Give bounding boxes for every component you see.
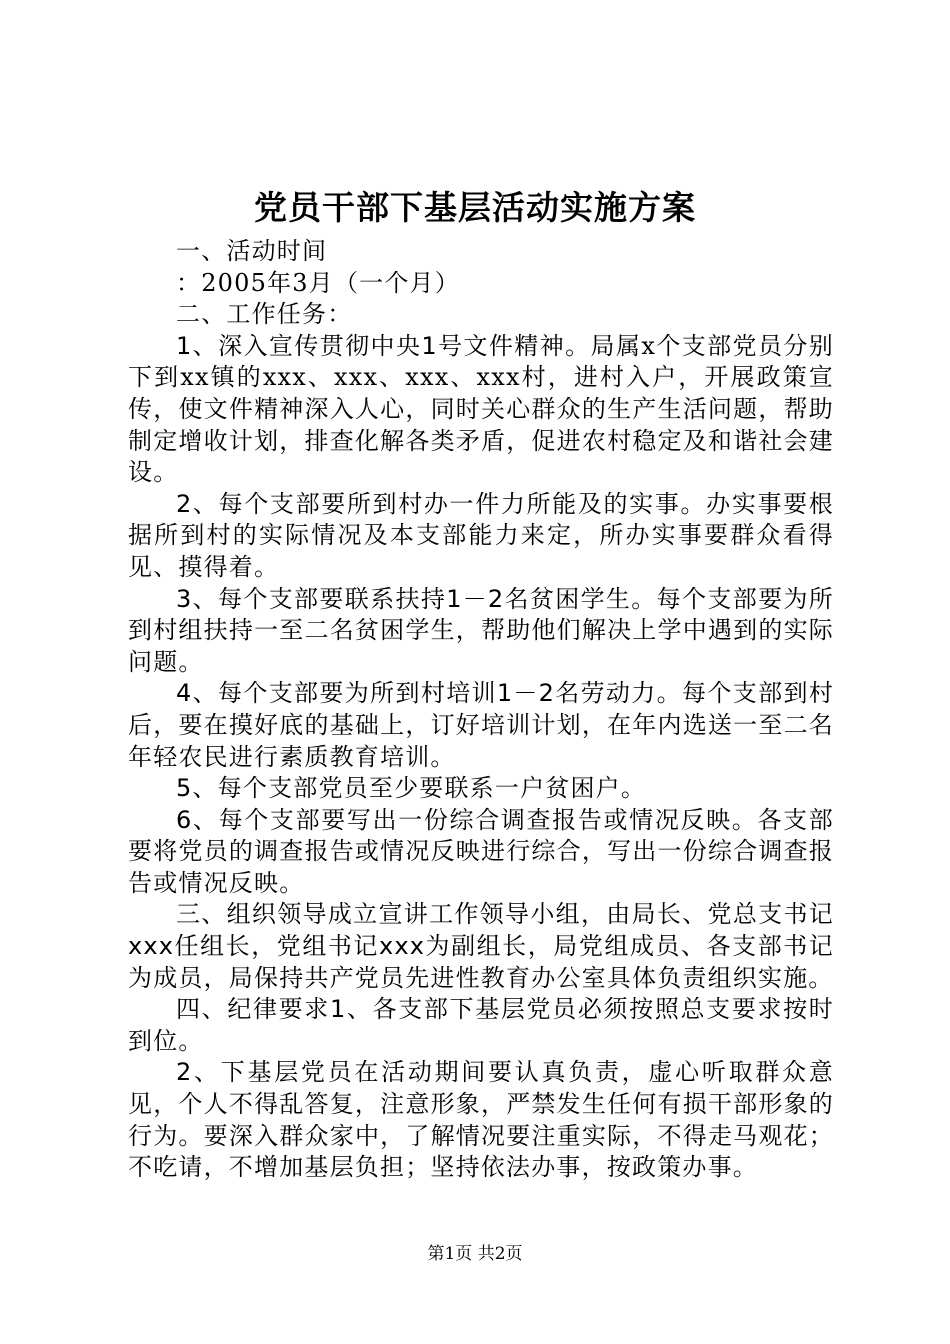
- task-paragraph-5: 5、每个支部党员至少要联系一户贫困户。: [176, 774, 647, 803]
- discipline-paragraph-2: [128, 1057, 834, 1183]
- task-4-body: 每个支部到村后，要在摸好底的基础上，订好培训计划，在年内选送一至二名年轻农民进行素质教育培训。: [128, 679, 835, 771]
- section-discipline: 四、纪律要求1、各支部下基层党员必须按照总支要求按时到位。: [128, 995, 834, 1055]
- document-title: 党员干部下基层活动实施方案: [254, 188, 696, 227]
- task-3-lead: 3、每个支部要联系扶持1－2名贫困学生。: [176, 584, 657, 613]
- task-paragraph-2: [128, 489, 834, 584]
- section-heading-time: 一、活动时间: [176, 237, 328, 265]
- page-number-footer: 第1页 共2页: [427, 1244, 523, 1264]
- task-paragraph-1: [128, 331, 834, 489]
- task-1-lead: 1、深入宣传贯彻中央1号文件精神。: [176, 331, 591, 360]
- section-organization: 三、组织领导成立宣讲工作领导小组，由局长、党总支书记xxx任组长，党组书记xxx为副组长，局党组成员、各支部书记为成员，局保持共产党员先进性教育办公室具体负责组织实施。: [128, 900, 834, 992]
- task-2-body: 办实事要根据所到村的实际情况及本支部能力来定，所办实事要群众看得见、摸得着。: [128, 489, 835, 581]
- task-paragraph-6: [128, 805, 834, 900]
- task-paragraph-3: [128, 584, 834, 679]
- discipline-2-body: 要深入群众家中，了解情况要注重实际，不得走马观花；不吃请，不增加基层负担；坚持依法办事，按政策办事。: [128, 1121, 835, 1182]
- task-paragraph-4: [128, 678, 834, 773]
- task-1-body: 局属x个支部党员分别下到xx镇的xxx、xxx、xxx、xxx村，进村入户，开展政策宣传，使文件精神深入人心，同时关心群众的生产生活问题，帮助制定增收计划，排查化解各类矛盾，促进农村稳定及和谐社会建设。: [128, 331, 834, 487]
- task-2-lead: 2、每个支部要所到村办一件力所能及的实事。: [176, 489, 707, 518]
- task-3-body: 每个支部要为所到村组扶持一至二名贫困学生，帮助他们解决上学中遇到的实际问题。: [128, 584, 835, 676]
- task-6-lead: 6、每个支部要写出一份综合调查报告或情况反映。: [176, 805, 758, 834]
- section-heading-tasks: 二、工作任务：: [176, 300, 353, 329]
- discipline-2-lead: 2、下基层党员在活动期间要认真负责，虚心听取群众意见，个人不得乱答复，注意形象，严禁发生任何有损干部形象的行为。: [128, 1058, 834, 1150]
- task-6-body: 各支部要将党员的调查报告或情况反映进行综合，写出一份综合调查报告或情况反映。: [128, 805, 834, 897]
- task-4-lead: 4、每个支部要为所到村培训1－2名劳动力。: [176, 679, 683, 708]
- document-body: [128, 236, 834, 1184]
- activity-period: ：2005年3月（一个月）: [176, 268, 460, 297]
